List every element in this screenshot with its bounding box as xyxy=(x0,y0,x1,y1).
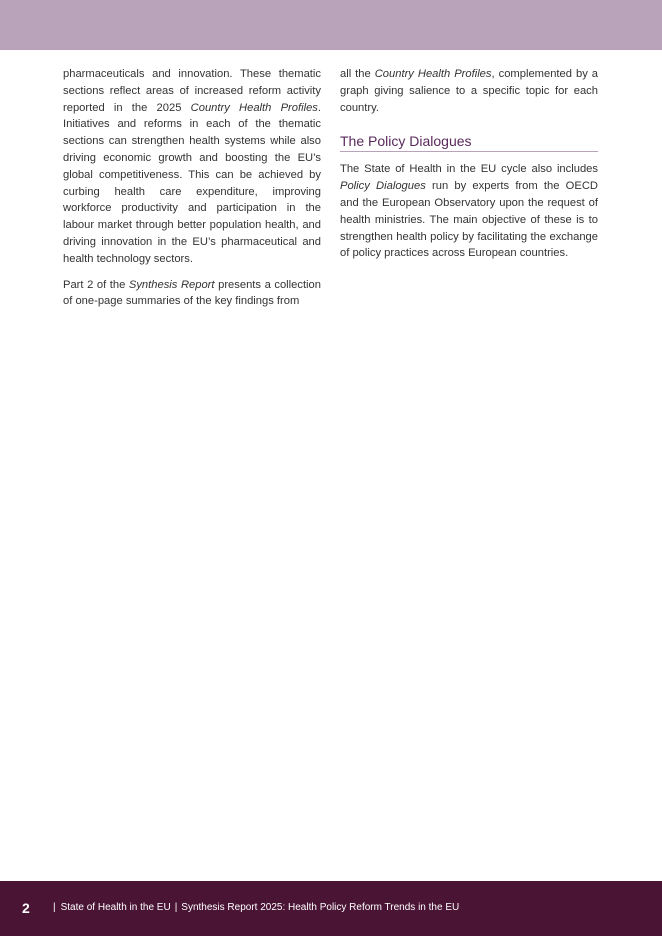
left-paragraph-2 xyxy=(63,277,321,311)
footer-separator: | xyxy=(174,902,178,913)
footer-series: State of Health in the EU xyxy=(60,902,171,913)
right-column xyxy=(340,66,598,271)
right-paragraph-2-text-a: The State of Health in the EU cycle also includes xyxy=(340,163,598,176)
right-paragraph-2-emphasis: Policy Dialogues xyxy=(340,180,426,193)
footer-separator: | xyxy=(53,902,56,913)
right-paragraph-1-text-a: all the xyxy=(340,68,375,80)
right-paragraph-2-text-b: run by experts from the OECD and the European Observatory upon the request of health ministries. The main objective of these is to strengthen health policy by facilitating the exchange of policy practices across European countries. xyxy=(340,180,598,260)
right-paragraph-1-emphasis: Country Health Profiles xyxy=(374,68,492,80)
left-paragraph-1-text-a: pharmaceuticals and innovation. These thematic sections reflect areas of increased reform activity reported in the 2025 xyxy=(63,68,321,114)
header-band xyxy=(0,0,662,50)
left-paragraph-1-text-b: . Initiatives and reforms in each of the thematic sections can strengthen health systems while also driving economic growth and boosting the EU’s global competitiveness. This can be achieved by curbing health care expenditure, improving workforce productivity and participation in the labour market through better population health, and driving innovation in the EU’s pharmaceutical and health technology sectors. xyxy=(63,101,321,265)
right-paragraph-2 xyxy=(340,161,598,262)
left-paragraph-2-text-b: presents a collection of one-page summaries of the key findings from xyxy=(63,278,321,308)
section-heading-policy-dialogues: The Policy Dialogues xyxy=(340,132,598,152)
footer-running-title xyxy=(53,901,459,915)
left-paragraph-1-emphasis: Country Health Profiles xyxy=(190,101,318,114)
page-number: 2 xyxy=(22,900,30,916)
right-paragraph-1-text-b: , complemented by a graph giving salience to a specific topic for each country. xyxy=(340,68,598,114)
left-column xyxy=(63,66,321,319)
left-paragraph-2-text-a: Part 2 of the xyxy=(63,278,129,291)
left-paragraph-1 xyxy=(63,66,321,268)
footer-report-title: Synthesis Report 2025: Health Policy Reform Trends in the EU xyxy=(181,902,460,913)
left-paragraph-2-emphasis: Synthesis Report xyxy=(128,278,215,291)
footer xyxy=(0,881,662,936)
right-paragraph-1 xyxy=(340,66,598,116)
